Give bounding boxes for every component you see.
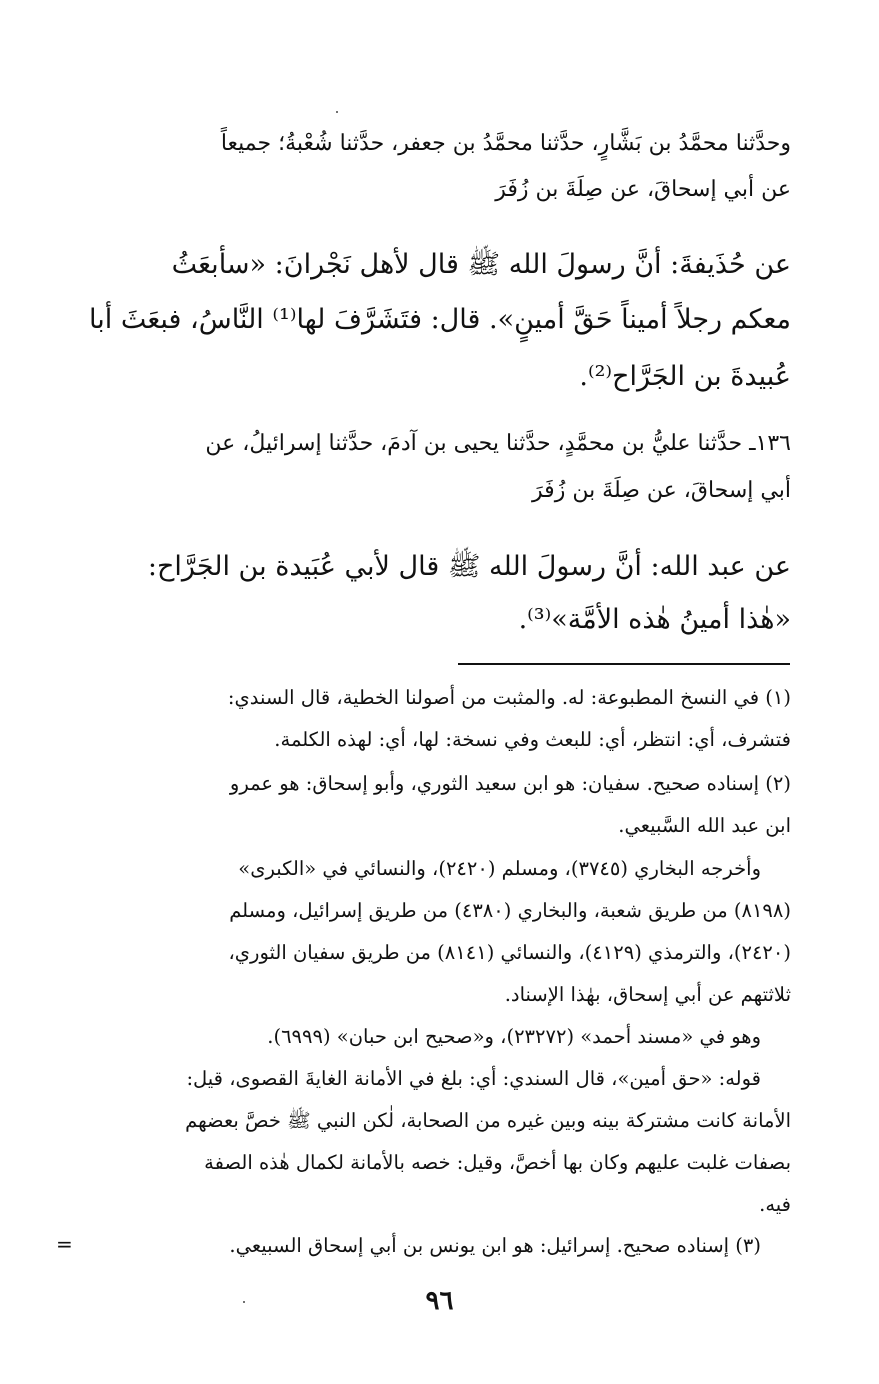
continuation-mark: =: [56, 1232, 73, 1256]
hadith-135-matn-line-1: عن حُذَيفةَ: أنَّ رسولَ الله ﷺ قال لأهل نَجْرانَ: «سأبعَثُ: [171, 249, 791, 280]
takhrij-line-3: (٢٤٢٠)، والترمذي (٤١٢٩)، والنسائي (٨١٤١) من طريق سفيان الثوري،: [228, 941, 791, 964]
hadith-136-matn-line-2: «هٰذا أمينُ هٰذه الأمَّة»⁽³⁾.: [518, 604, 791, 635]
hadith-136-sanad-line-1: ١٣٦ـ حدَّثنا عليُّ بن محمَّدٍ، حدَّثنا يحيى بن آدمَ، حدَّثنا إسرائيلُ، عن: [205, 431, 791, 456]
hadith-135-sanad-line-2: عن أبي إسحاقَ، عن صِلَةَ بن زُفَرَ: [495, 177, 791, 202]
footnote-separator: [458, 663, 790, 665]
footnote-3: (٣) إسناده صحيح. إسرائيل: هو ابن يونس بن أبي إسحاق السبيعي.: [229, 1234, 761, 1257]
takhrij-line-2: (٨١٩٨) من طريق شعبة، والبخاري (٤٣٨٠) من طريق إسرائيل، ومسلم: [229, 899, 791, 922]
commentary-line-4: فيه.: [759, 1193, 791, 1216]
commentary-line-2: الأمانة كانت مشتركة بينه وبين غيره من الصحابة، لٰكن النبي ﷺ خصَّ بعضهم: [185, 1109, 791, 1132]
takhrij-line-4: ثلاثتهم عن أبي إسحاق، بهٰذا الإسناد.: [504, 983, 791, 1006]
commentary-line-3: بصفات غلبت عليهم وكان بها أخصَّ، وقيل: خصه بالأمانة لكمال هٰذه الصفة: [204, 1151, 791, 1174]
commentary-line-1: قوله: «حق أمين»، قال السندي: أي: بلغ في الأمانة الغايةَ القصوى، قيل:: [186, 1067, 761, 1090]
hadith-135-sanad-line-1: وحدَّثنا محمَّدُ بن بَشَّارٍ، حدَّثنا محمَّدُ بن جعفر، حدَّثنا شُعْبةُ؛ جميعاً: [220, 131, 791, 156]
page-number: ٩٦: [425, 1286, 454, 1316]
footnote-2-line-2: ابن عبد الله السَّبيعي.: [618, 814, 791, 837]
hadith-136-matn-line-1: عن عبد الله: أنَّ رسولَ الله ﷺ قال لأبي عُبَيدة بن الجَرَّاح:: [147, 551, 791, 582]
takhrij-line-1: وأخرجه البخاري (٣٧٤٥)، ومسلم (٢٤٢٠)، والنسائي في «الكبرى»: [238, 857, 761, 880]
hadith-135-matn-line-3: عُبيدةَ بن الجَرَّاح⁽²⁾.: [579, 361, 791, 392]
footnote-1-line-2: فتشرف، أي: انتظر، أي: للبعث وفي نسخة: لها، أي: لهذه الكلمة.: [274, 728, 791, 751]
hadith-135-matn-line-2: معكم رجلاً أميناً حَقَّ أمينٍ». قال: فتَشَرَّفَ لها⁽¹⁾ النَّاسُ، فبعَثَ أبا: [89, 304, 791, 335]
footnote-2-line-1: (٢) إسناده صحيح. سفيان: هو ابن سعيد الثوري، وأبو إسحاق: هو عمرو: [229, 772, 791, 795]
hadith-136-sanad-line-2: أبي إسحاقَ، عن صِلَةَ بن زُفَرَ: [532, 478, 791, 503]
musnad-reference: وهو في «مسند أحمد» (٢٣٢٧٢)، و«صحيح ابن حبان» (٦٩٩٩).: [267, 1025, 761, 1048]
ink-speck: [336, 111, 338, 113]
footnote-1-line-1: (١) في النسخ المطبوعة: له. والمثبت من أصولنا الخطية، قال السندي:: [227, 686, 791, 709]
